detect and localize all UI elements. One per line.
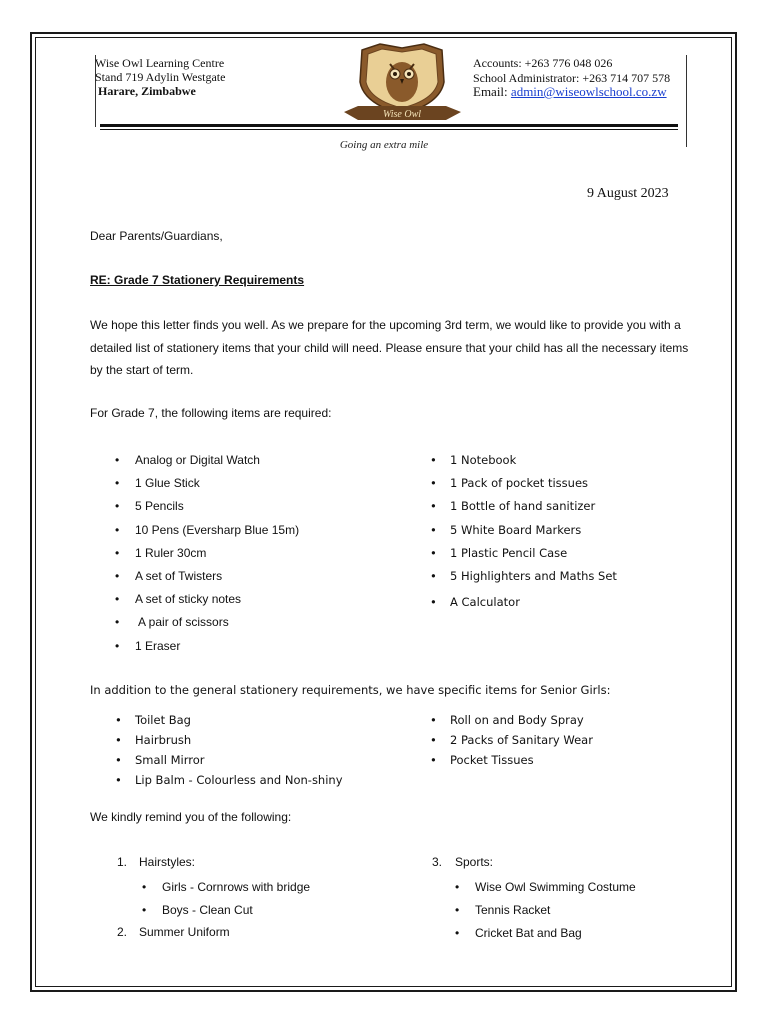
salutation: Dear Parents/Guardians, — [90, 229, 223, 243]
remind-sports: Sports: — [455, 855, 494, 869]
list-item: • 5 White Board Markers — [430, 522, 617, 545]
remind-number-3: 3. — [432, 855, 443, 869]
stationery-list-left — [115, 452, 299, 661]
list-item: • Boys - Clean Cut — [142, 902, 310, 925]
list-item: • A set of Twisters — [115, 568, 299, 591]
hairstyle-list — [142, 879, 310, 925]
school-contacts — [473, 56, 670, 100]
letter-date: 9 August 2023 — [587, 186, 669, 201]
list-item: • 1 Notebook — [430, 452, 617, 475]
list-item: • Roll on and Body Spray — [430, 712, 593, 732]
list-item: • Small Mirror — [115, 752, 343, 772]
logo-banner-text: Wise Owl — [382, 109, 422, 120]
school-address — [95, 56, 225, 98]
letterhead-divider-thick — [100, 124, 678, 127]
email-label: Email: — [473, 84, 511, 99]
girls-intro: In addition to the general stationery requirements, we have specific items for Senior Girls: — [90, 683, 611, 697]
sports-list — [455, 879, 636, 948]
remind-uniform: Summer Uniform — [139, 925, 230, 939]
list-item: • Lip Balm - Colourless and Non-shiny — [115, 772, 343, 792]
list-item: • Cricket Bat and Bag — [455, 925, 636, 948]
letterhead-right-rule — [686, 55, 687, 147]
girls-list-right — [430, 712, 593, 772]
remind-intro: We kindly remind you of the following: — [90, 810, 292, 824]
admin-phone: School Administrator: +263 714 707 578 — [473, 70, 671, 85]
list-item: • A set of sticky notes — [115, 591, 299, 614]
list-item: • 2 Packs of Sanitary Wear — [430, 732, 593, 752]
list-item: • 1 Bottle of hand sanitizer — [430, 498, 617, 521]
wise-owl-logo — [340, 42, 465, 124]
intro-paragraph: We hope this letter finds you well. As we prepare for the upcoming 3rd term, we would like to provide you with a detailed list of stationery items that your child will need. Please ensure that your child has all the necessary items by the start of term. — [90, 318, 689, 377]
accounts-phone: Accounts: +263 776 048 026 — [473, 56, 613, 70]
letterhead-divider-thin — [100, 129, 678, 130]
list-item: • Toilet Bag — [115, 712, 343, 732]
email-link[interactable]: admin@wiseowlschool.co.zw — [510, 84, 667, 99]
list-item: • 1 Plastic Pencil Case — [430, 545, 617, 568]
list-item: • A pair of scissors — [115, 614, 299, 637]
girls-list-left — [115, 712, 343, 792]
subject-line: RE: Grade 7 Stationery Requirements — [90, 273, 305, 287]
list-item: • 1 Glue Stick — [115, 475, 299, 498]
list-item: • Analog or Digital Watch — [115, 452, 299, 475]
list-item: • Tennis Racket — [455, 902, 636, 925]
school-name: Wise Owl Learning Centre — [95, 56, 225, 70]
list-item: • Hairbrush — [115, 732, 343, 752]
school-motto: Going an extra mile — [339, 139, 429, 151]
remind-number-2: 2. — [117, 925, 128, 939]
list-item: • Girls - Cornrows with bridge — [142, 879, 310, 902]
email-line — [473, 85, 670, 100]
list-item: • 1 Eraser — [115, 638, 299, 661]
list-item: • 5 Highlighters and Maths Set — [430, 568, 617, 591]
list-item: • 10 Pens (Eversharp Blue 15m) — [115, 522, 299, 545]
list-item: • 5 Pencils — [115, 498, 299, 521]
school-stand: Stand 719 Adylin Westgate — [95, 70, 226, 84]
school-city: Harare, Zimbabwe — [98, 84, 196, 98]
list-item: • A Calculator — [430, 594, 617, 617]
grade-intro: For Grade 7, the following items are required: — [90, 406, 332, 420]
list-item: • Wise Owl Swimming Costume — [455, 879, 636, 902]
list-item: • Pocket Tissues — [430, 752, 593, 772]
list-item: • 1 Pack of pocket tissues — [430, 475, 617, 498]
list-item: • 1 Ruler 30cm — [115, 545, 299, 568]
stationery-list-right — [430, 452, 617, 617]
remind-hairstyles: Hairstyles: — [139, 855, 196, 869]
remind-number-1: 1. — [117, 855, 128, 869]
